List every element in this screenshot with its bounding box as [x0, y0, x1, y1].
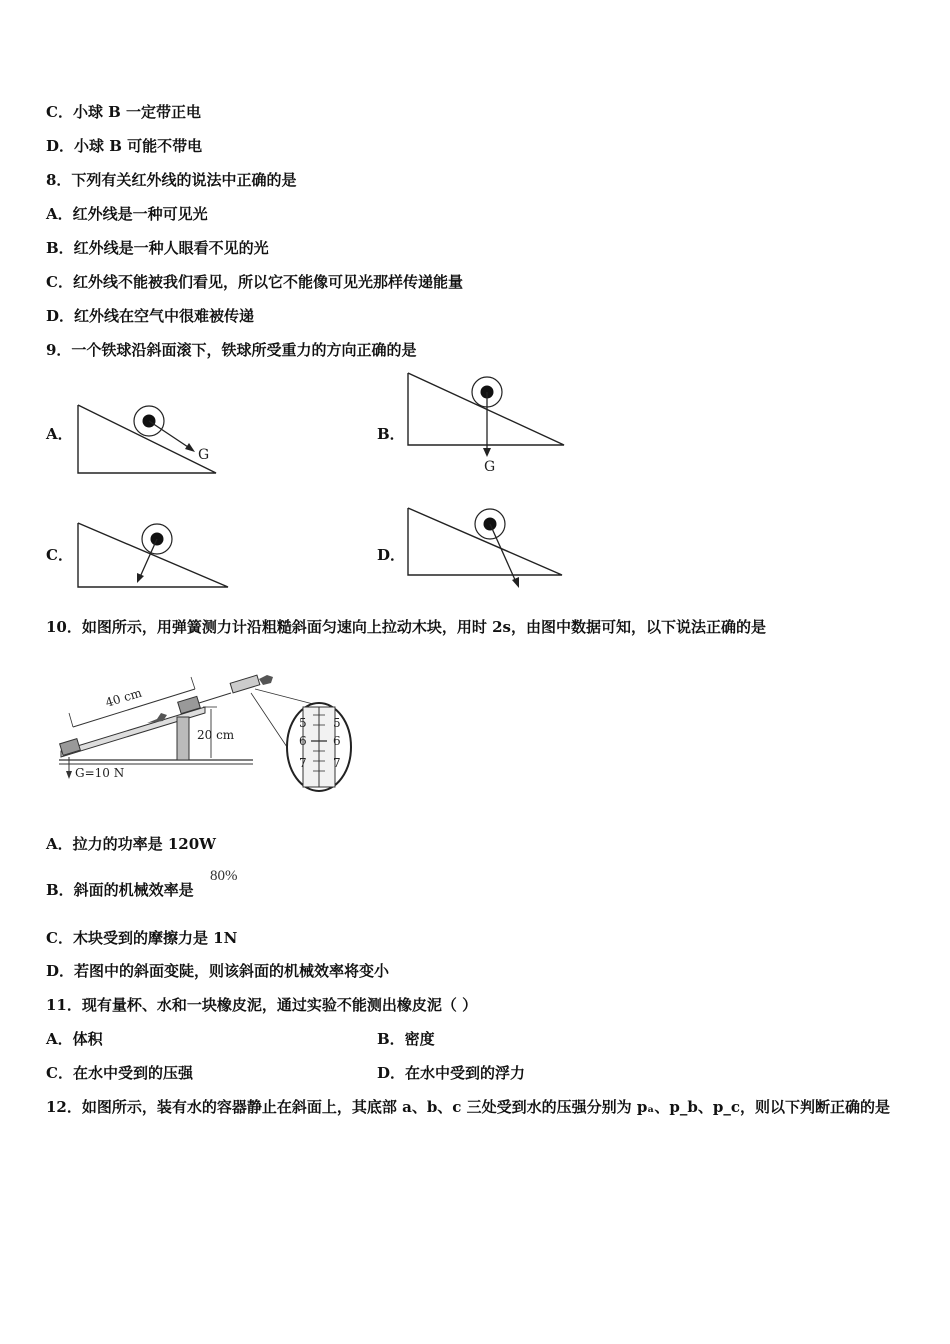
q8-option-d: D．红外线在空气中很难被传递 — [46, 307, 255, 325]
q8-option-c: C．红外线不能被我们看见，所以它不能像可见光那样传递能量 — [46, 273, 463, 291]
q9-figure-b — [400, 367, 570, 477]
q10-weight-label: G=10 N — [75, 766, 125, 780]
q11-option-a: A．体积 — [46, 1030, 103, 1048]
q11-option-b: B．密度 — [377, 1030, 435, 1048]
q10-figure — [55, 665, 365, 795]
q9-force-label-a: G — [198, 447, 210, 463]
q9-label-d: D． — [377, 546, 406, 564]
q9-label-c: C． — [46, 546, 73, 564]
q9-figure-c — [70, 515, 240, 595]
q7-option-d: D．小球 B 可能不带电 — [46, 137, 203, 155]
q10-scale-mark-6-left: 6 — [299, 734, 307, 748]
q9-figure-d — [400, 500, 570, 595]
q10-option-a: A．拉力的功率是 120W — [46, 835, 217, 853]
q9-label-b: B． — [377, 425, 405, 443]
q9-figure-a — [70, 395, 230, 480]
q10-scale-mark-5-left: 5 — [299, 716, 307, 730]
q10-scale-mark-5-right: 5 — [333, 716, 341, 730]
q10-length-label: 40 cm — [103, 685, 144, 710]
q8-option-b: B．红外线是一种人眼看不见的光 — [46, 239, 269, 257]
q10-option-b: B．斜面的机械效率是 — [46, 881, 194, 899]
q10-option-d: D．若图中的斜面变陡，则该斜面的机械效率将变小 — [46, 962, 390, 980]
q10-height-label: 20 cm — [197, 728, 235, 742]
q9-label-a: A． — [46, 425, 73, 443]
q10-stem: 10．如图所示，用弹簧测力计沿粗糙斜面匀速向上拉动木块，用时 2s，由图中数据可知，以下说法正确的是 — [46, 618, 766, 636]
q8-option-a: A．红外线是一种可见光 — [46, 205, 208, 223]
q9-force-label-b: G — [484, 459, 496, 475]
q11-option-d: D．在水中受到的浮力 — [377, 1064, 526, 1082]
q8-stem: 8．下列有关红外线的说法中正确的是 — [46, 171, 297, 189]
q10-scale-mark-7-left: 7 — [299, 756, 307, 770]
q11-stem: 11．现有量杯、水和一块橡皮泥，通过实验不能测出橡皮泥（ ） — [46, 996, 478, 1014]
q9-stem: 9．一个铁球沿斜面滚下，铁球所受重力的方向正确的是 — [46, 341, 417, 359]
q11-option-c: C．在水中受到的压强 — [46, 1064, 193, 1082]
q12-stem: 12．如图所示，装有水的容器静止在斜面上，其底部 a、b、c 三处受到水的压强分别为 pₐ、p_b、p_c，则以下判断正确的是 — [46, 1098, 890, 1116]
q7-option-c: C．小球 B 一定带正电 — [46, 103, 202, 121]
q10-option-b-value: 80% — [210, 868, 238, 884]
q10-scale-mark-6-right: 6 — [333, 734, 341, 748]
q10-scale-mark-7-right: 7 — [333, 756, 341, 770]
q10-option-c: C．木块受到的摩擦力是 1N — [46, 929, 238, 947]
